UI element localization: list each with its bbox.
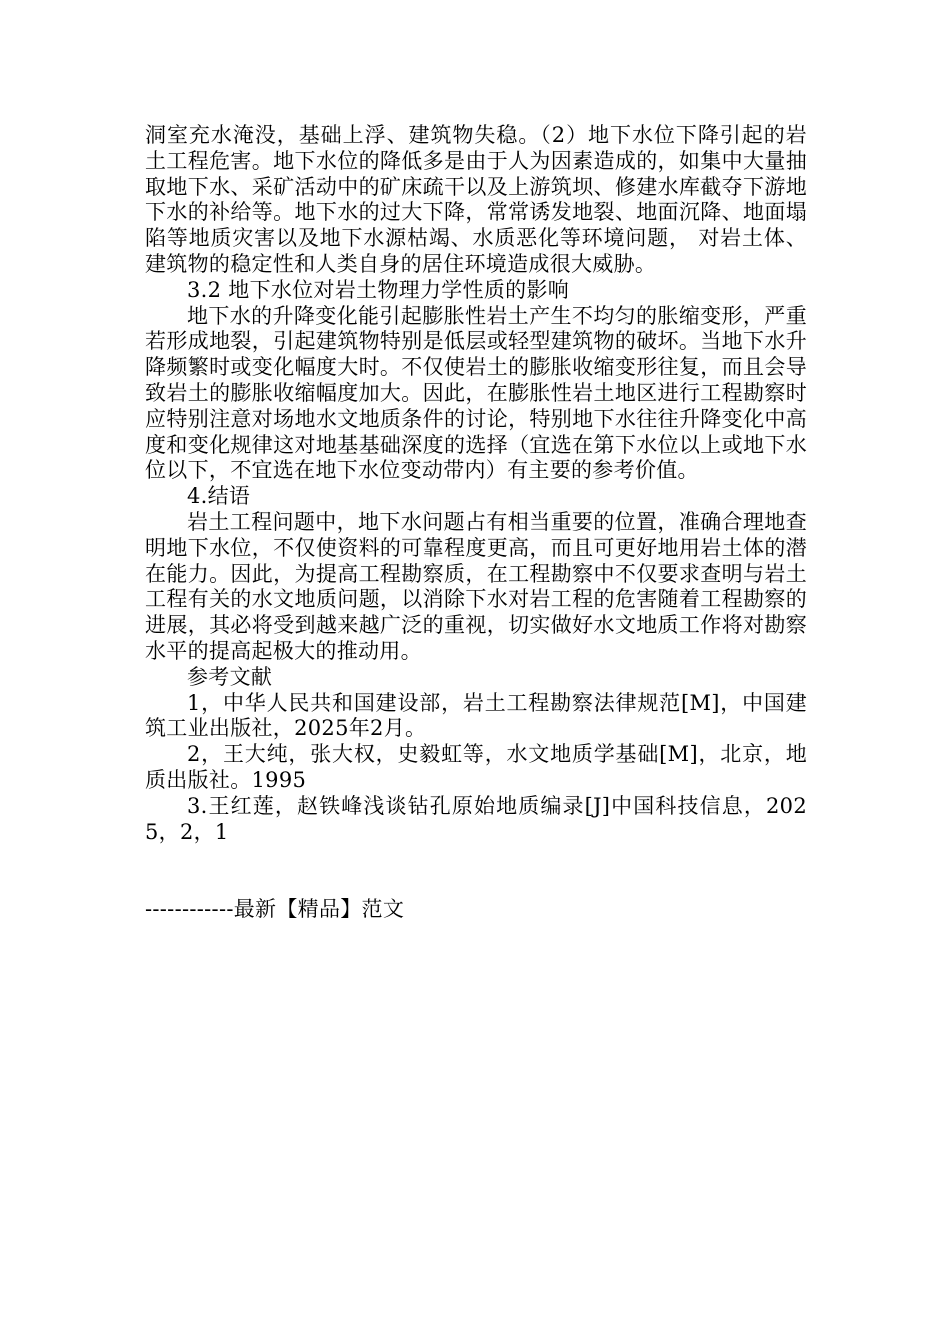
paragraph-continuation: 洞室充水淹没，基础上浮、建筑物失稳。（2）地下水位下降引起的岩土工程危害。地下水位的降低多是由于人为因素造成的，如集中大量抽取地下水、采矿活动中的矿床疏干以及上游筑坝、修建水库截夺下游地下水的补给等。地下水的过大下降，常常诱发地裂、地面沉降、地面塌陷等地质灾害以及地下水源枯竭、水质恶化等环境问题， 对岩土体、建筑物的稳定性和人类自身的居住环境造成很大威胁。 [145, 123, 807, 276]
references-heading: 参考文献 [187, 664, 273, 689]
reference-item-3: 3.王红莲，赵铁峰浅谈钻孔原始地质编录[J]中国科技信息，2025，2，1 [145, 793, 807, 844]
section-heading-4: 4.结语 [187, 484, 251, 509]
paragraph-4: 岩土工程问题中，地下水问题占有相当重要的位置，准确合理地查明地下水位，不仅使资料的可靠程度更高，而且可更好地用岩土体的潜在能力。因此，为提高工程勘察质，在工程勘察中不仅要求查明与岩土工程有关的水文地质问题，以消除下水对岩工程的危害随着工程勘察的进展，其必将受到越来越广泛的重视，切实做好水文地质工作将对勘察水平的提高起极大的推动用。 [145, 509, 807, 663]
footer-text: ------------最新【精品】范文 [145, 897, 405, 922]
paragraph-3-2: 地下水的升降变化能引起膨胀性岩土产生不均匀的胀缩变形，严重若形成地裂，引起建筑物特别是低层或轻型建筑物的破坏。当地下水升降频繁时或变化幅度大时。不仅使岩土的膨胀收缩变形往复，而且会导致岩土的膨胀收缩幅度加大。因此，在膨胀性岩土地区进行工程勘察时应特别注意对场地水文地质条件的讨论，特别地下水往往升降变化中高度和变化规律这对地基基础深度的选择（宜选在第下水位以上或地下水位以下，不宜选在地下水位变动带内）有主要的参考价值。 [145, 303, 807, 483]
section-heading-3-2: 3.2 地下水位对岩土物理力学性质的影响 [187, 277, 570, 302]
document-page [145, 123, 807, 923]
reference-item-1: 1，中华人民共和国建设部，岩土工程勘察法律规范[M]，中国建筑工业出版社，2025年2月。 [145, 690, 807, 741]
reference-item-2: 2，王大纯，张大权，史毅虹等，水文地质学基础[M]，北京，地质出版社。1995 [145, 742, 807, 792]
